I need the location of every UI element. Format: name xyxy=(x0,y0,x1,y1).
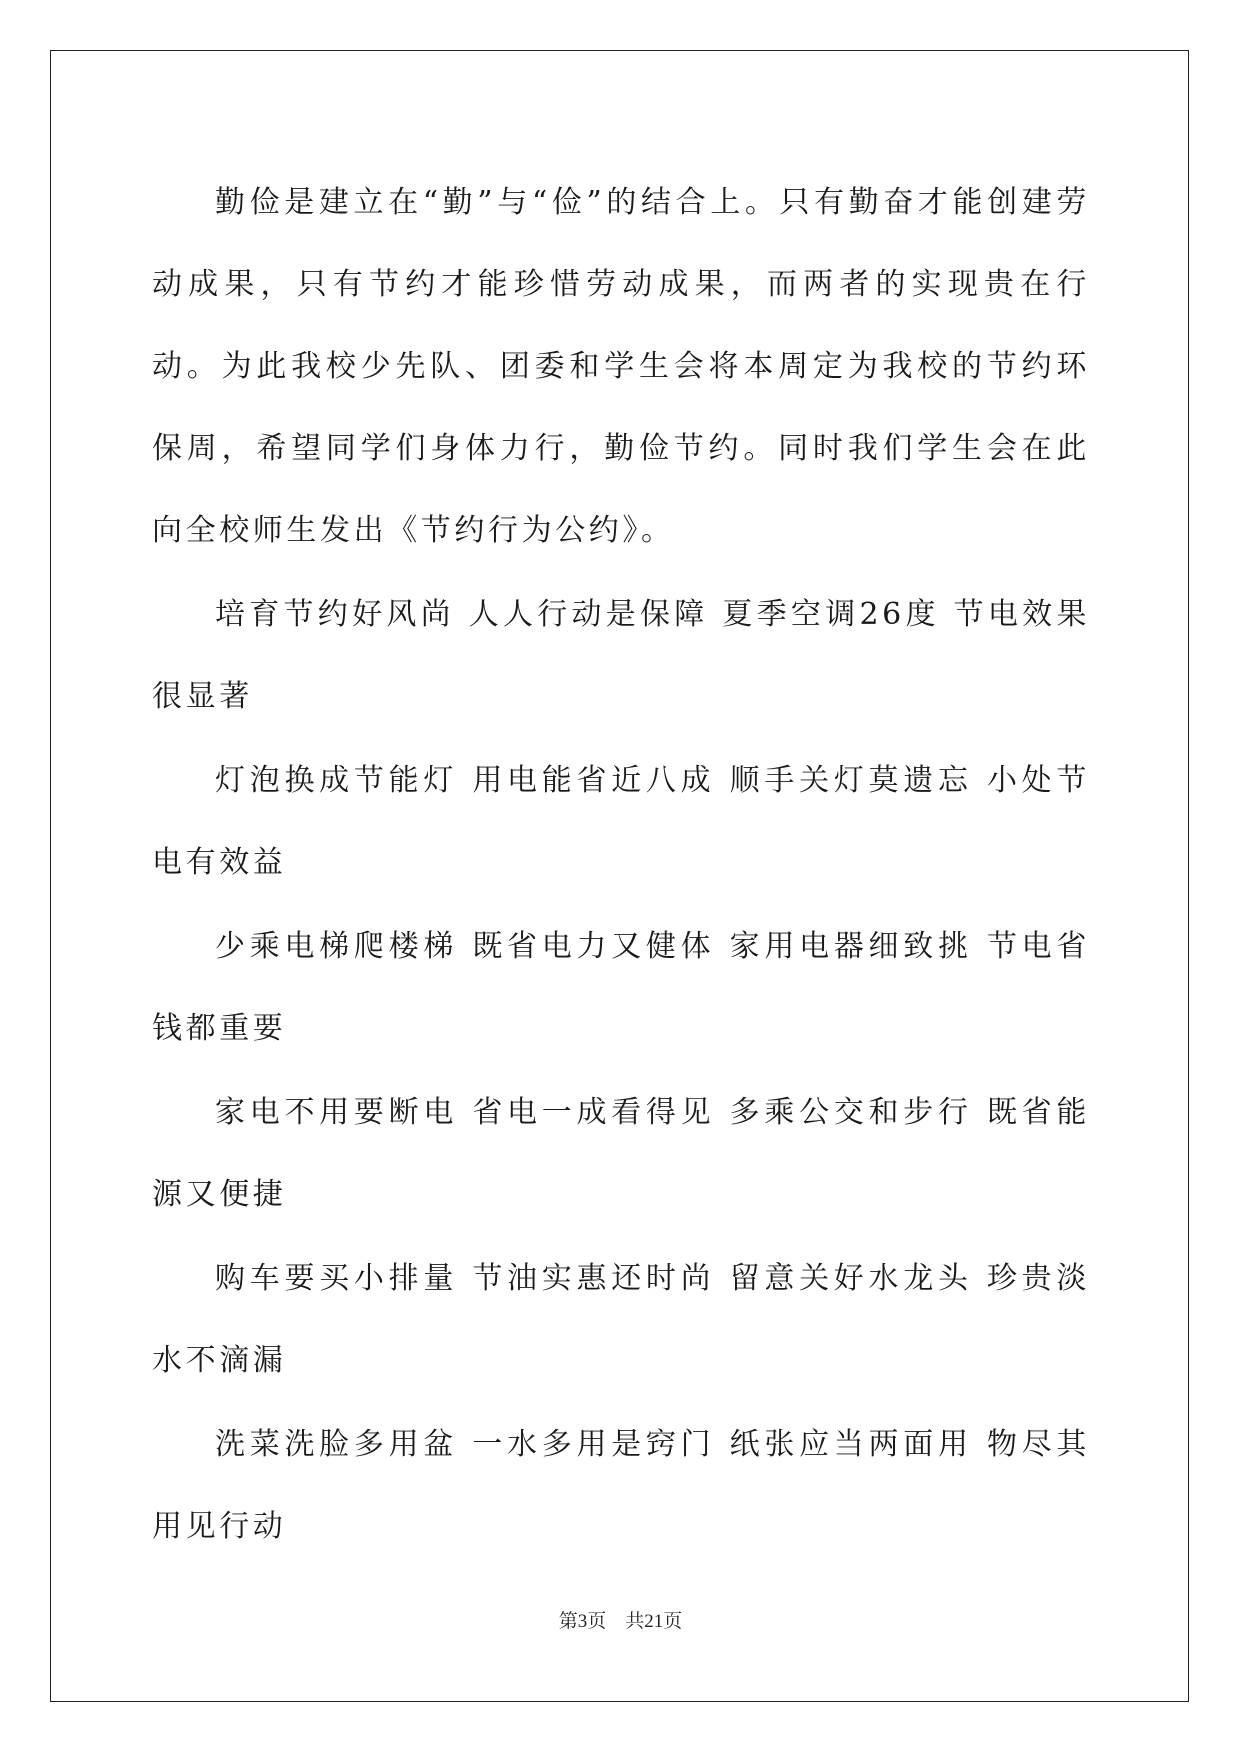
paragraph-intro: 勤俭是建立在“勤”与“俭”的结合上。只有勤奋才能创建劳动成果，只有节约才能珍惜劳动成果，而两者的实现贵在行动。为此我校少先队、团委和学生会将本周定为我校的节约环保周，希望同学们身体力行，勤俭节约。同时我们学生会在此向全校师生发出《节约行为公约》。 xyxy=(152,185,1090,548)
paragraph-rhyme-5: 购车要买小排量 节油实惠还时尚 留意关好水龙头 珍贵淡水不滴漏 xyxy=(152,1261,1090,1378)
page-number: 第3页 共21页 xyxy=(558,1611,683,1632)
paragraph-rhyme-1: 培育节约好风尚 人人行动是保障 夏季空调26度 节电效果很显著 xyxy=(152,597,1090,714)
page-footer xyxy=(0,1606,1241,1633)
paragraph-rhyme-2: 灯泡换成节能灯 用电能省近八成 顺手关灯莫遗忘 小处节电有效益 xyxy=(152,763,1090,880)
paragraph-rhyme-4: 家电不用要断电 省电一成看得见 多乘公交和步行 既省能源又便捷 xyxy=(152,1095,1090,1212)
document-body xyxy=(152,162,1090,1570)
paragraph-rhyme-6: 洗菜洗脸多用盆 一水多用是窍门 纸张应当两面用 物尽其用见行动 xyxy=(152,1427,1090,1544)
paragraph-rhyme-3: 少乘电梯爬楼梯 既省电力又健体 家用电器细致挑 节电省钱都重要 xyxy=(152,929,1090,1046)
